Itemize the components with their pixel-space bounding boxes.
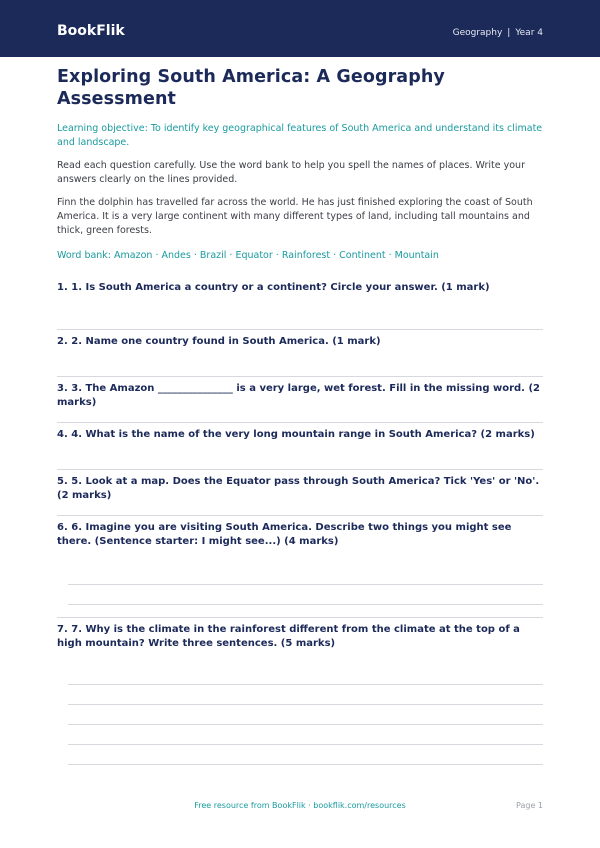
answer-line[interactable] xyxy=(57,422,543,423)
question-3: 3. 3. The Amazon _______________ is a very large, wet forest. Fill in the missing word. (2 marks) xyxy=(57,383,540,408)
answer-line[interactable] xyxy=(57,376,543,377)
subject-label: Geography xyxy=(452,28,503,38)
question-5: 5. 5. Look at a map. Does the Equator pass through South America? Tick 'Yes' or 'No'. (2 marks) xyxy=(57,476,540,501)
question-6: 6. 6. Imagine you are visiting South America. Describe two things you might see there. (Sentence starter: I might see...) (4 marks) xyxy=(57,522,512,547)
instructions-text: Read each question carefully. Use the word bank to help you spell the names of places. Write your answers clearly on the lines provided. xyxy=(57,160,525,185)
subject-breadcrumb xyxy=(453,27,543,39)
answer-line[interactable] xyxy=(68,764,543,765)
year-label: Year 4 xyxy=(515,28,543,38)
question-2: 2. 2. Name one country found in South America. (1 mark) xyxy=(57,336,381,347)
answer-line[interactable] xyxy=(68,704,543,705)
story-text: Finn the dolphin has travelled far across the world. He has just finished exploring the coast of South America. It is a very large continent with many different types of land, including tall mountains and thick, green forests. xyxy=(57,197,533,236)
page-title: Exploring South America: A Geography Assessment xyxy=(57,67,445,109)
answer-line[interactable] xyxy=(57,515,543,516)
answer-line[interactable] xyxy=(68,684,543,685)
question-1: 1. 1. Is South America a country or a continent? Circle your answer. (1 mark) xyxy=(57,282,490,293)
question-list xyxy=(57,281,543,765)
answer-line[interactable] xyxy=(68,744,543,745)
answer-line[interactable] xyxy=(57,329,543,330)
answer-line[interactable] xyxy=(57,469,543,470)
header-bar xyxy=(0,0,600,57)
question-4: 4. 4. What is the name of the very long mountain range in South America? (2 marks) xyxy=(57,429,535,440)
answer-line[interactable] xyxy=(68,604,543,605)
breadcrumb-separator: | xyxy=(507,28,511,38)
worksheet-content xyxy=(57,66,543,765)
question-7: 7. 7. Why is the climate in the rainforest different from the climate at the top of a high mountain? Write three sentences. (5 marks) xyxy=(57,624,520,649)
page-number: Page 1 xyxy=(516,801,543,810)
footer-credit[interactable]: Free resource from BookFlik · bookflik.com/resources xyxy=(194,801,406,810)
answer-line[interactable] xyxy=(68,724,543,725)
answer-line[interactable] xyxy=(68,584,543,585)
brand-logo[interactable]: BookFlik xyxy=(57,23,125,39)
learning-objective: Learning objective: To identify key geographical features of South America and understand its climate and landscape. xyxy=(57,123,543,148)
word-bank: Word bank: Amazon · Andes · Brazil · Equator · Rainforest · Continent · Mountain xyxy=(57,250,439,261)
answer-line[interactable] xyxy=(57,617,543,618)
